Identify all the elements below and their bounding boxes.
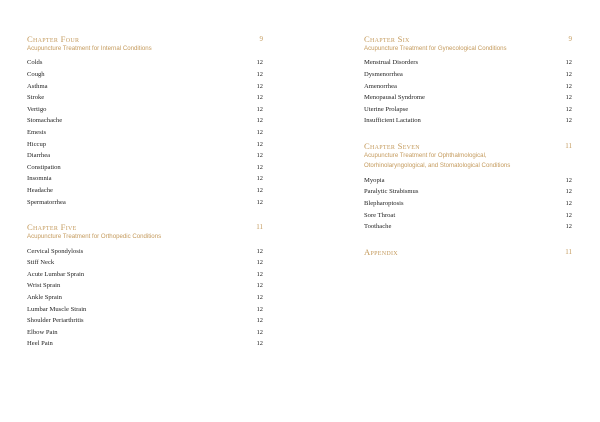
toc-entry-label: Lumbar Muscle Strain: [27, 305, 87, 313]
toc-entry-page: 12: [256, 71, 263, 78]
toc-entry-page: 12: [256, 340, 263, 348]
toc-entry-page: 12: [256, 259, 263, 267]
toc-entry[interactable]: [27, 92, 263, 104]
toc-entry-page: 12: [256, 305, 263, 313]
toc-entry-page: 12: [256, 94, 263, 102]
toc-entry[interactable]: [27, 173, 263, 185]
toc-entry-page: 12: [256, 82, 263, 90]
toc-entry-page: 12: [256, 293, 263, 301]
toc-entry[interactable]: [364, 69, 572, 81]
chapter-subtitle: Acupuncture Treatment for Gynecological Conditions: [364, 45, 507, 52]
toc-entry[interactable]: [27, 162, 263, 174]
toc-entry-label: Headache: [27, 186, 53, 194]
toc-entry-page: 12: [565, 188, 572, 196]
toc-entry-label: Shoulder Periarthritis: [27, 317, 84, 325]
toc-entry-label: Ankle Sprain: [27, 293, 62, 301]
toc-entry-label: Stiff Neck: [27, 259, 55, 267]
toc-column-left: [27, 34, 263, 364]
toc-entry[interactable]: [27, 197, 263, 209]
toc-entry-page: 12: [256, 328, 263, 336]
toc-entry-label: Hiccup: [27, 140, 47, 148]
chapter-subtitle: Acupuncture Treatment for Ophthalmological, Otorhinolaryngological, and Stomatological Conditions: [364, 151, 511, 170]
toc-entry-page: 12: [256, 270, 263, 278]
toc-entry-page: 12: [256, 186, 263, 194]
toc-entry[interactable]: [27, 139, 263, 151]
toc-entry-page: 12: [565, 105, 572, 113]
toc-entry[interactable]: [364, 186, 572, 198]
toc-entry[interactable]: [364, 210, 572, 222]
toc-chapter: [364, 34, 572, 127]
toc-entry-page: 12: [565, 71, 572, 78]
toc-entry-label: Heel Pain: [27, 340, 53, 348]
toc-entry-page: 12: [565, 176, 572, 184]
toc-entry[interactable]: [27, 115, 263, 127]
toc-entry[interactable]: [27, 304, 263, 316]
toc-entry-label: Amenorrhea: [364, 82, 397, 90]
toc-entry[interactable]: [27, 69, 263, 81]
toc-entry-list: [364, 57, 572, 127]
toc-entry-page: 12: [256, 247, 263, 255]
toc-entry-page: 12: [565, 199, 572, 207]
toc-entry-label: Menstrual Disorders: [364, 59, 419, 67]
toc-entry[interactable]: [364, 175, 572, 187]
toc-entry-page: 12: [256, 163, 263, 171]
toc-entry-page: 12: [256, 198, 263, 206]
toc-entry-page: 12: [256, 128, 263, 136]
toc-entry-label: Stomachache: [27, 117, 63, 125]
toc-entry-label: Insomnia: [27, 175, 52, 183]
toc-entry-page: 12: [256, 140, 263, 148]
toc-entry-label: Spermatorrhea: [27, 198, 66, 206]
toc-chapter: [364, 141, 572, 233]
chapter-page-number: 11: [256, 223, 263, 232]
toc-chapter: [27, 34, 263, 208]
toc-entry[interactable]: [27, 104, 263, 116]
toc-entry[interactable]: [27, 246, 263, 258]
chapter-page-number: 11: [565, 247, 572, 256]
toc-entry-label: Menopausal Syndrome: [364, 94, 425, 102]
toc-entry-page: 12: [256, 152, 263, 160]
toc-entry-page: 12: [256, 317, 263, 325]
chapter-title: Chapter Six: [364, 34, 410, 44]
toc-entry[interactable]: [364, 92, 572, 104]
toc-entry-page: 12: [565, 211, 572, 219]
chapter-heading[interactable]: [364, 247, 572, 257]
toc-entry-page: 12: [256, 105, 263, 113]
toc-entry-label: Toothache: [364, 223, 392, 231]
toc-entry-page: 12: [565, 117, 572, 125]
toc-entry-label: Uterine Prolapse: [364, 105, 409, 113]
chapter-title: Chapter Five: [27, 222, 77, 233]
toc-entry-label: Colds: [27, 59, 43, 67]
toc-entry-label: Stroke: [27, 94, 45, 102]
toc-entry-list: [27, 246, 263, 350]
toc-entry[interactable]: [364, 81, 572, 93]
toc-entry[interactable]: [27, 185, 263, 197]
toc-entry-label: Wrist Sprain: [27, 282, 61, 290]
toc-entry-page: 12: [565, 223, 572, 231]
chapter-heading[interactable]: [364, 141, 572, 151]
toc-entry[interactable]: [27, 57, 263, 69]
toc-entry-page: 12: [565, 59, 572, 67]
toc-entry-label: Constipation: [27, 163, 61, 171]
toc-entry[interactable]: [27, 280, 263, 292]
toc-entry-page: 12: [565, 94, 572, 102]
toc-column-right: [364, 34, 572, 271]
toc-chapter: [364, 247, 572, 257]
toc-entry-label: Sore Throat: [364, 211, 396, 219]
toc-entry[interactable]: [364, 221, 572, 233]
chapter-page-number: 9: [568, 35, 572, 43]
toc-chapter: [27, 222, 263, 350]
toc-entry-list: [364, 175, 572, 233]
toc-entry[interactable]: [364, 198, 572, 210]
toc-entry-page: 12: [256, 59, 263, 67]
toc-entry-label: Asthma: [27, 82, 48, 90]
toc-entry[interactable]: [364, 115, 572, 127]
toc-entry[interactable]: [27, 150, 263, 162]
toc-entry-page: 12: [256, 175, 263, 183]
chapter-page-number: 9: [259, 35, 263, 43]
toc-entry[interactable]: [364, 104, 572, 116]
toc-entry[interactable]: [364, 57, 572, 69]
chapter-heading[interactable]: [364, 34, 572, 44]
toc-entry-page: 12: [565, 82, 572, 90]
chapter-title: Chapter Four: [27, 34, 80, 44]
chapter-title: Chapter Seven: [364, 140, 420, 151]
toc-entry-label: Vertigo: [27, 105, 47, 113]
toc-entry-label: Emesis: [27, 128, 47, 136]
toc-entry-list: [27, 57, 263, 208]
toc-entry[interactable]: [27, 327, 263, 339]
toc-entry-label: Dysmenorrhea: [364, 71, 403, 78]
chapter-subtitle: Acupuncture Treatment for Internal Conditions: [27, 45, 152, 52]
toc-entry-label: Paralytic Strabismus: [364, 188, 419, 196]
toc-entry-label: Diarrhea: [27, 152, 51, 160]
toc-entry-page: 12: [256, 282, 263, 290]
chapter-heading[interactable]: [27, 34, 263, 44]
toc-entry-label: Blepharoptosis: [364, 199, 404, 207]
toc-entry[interactable]: [27, 292, 263, 304]
toc-entry[interactable]: [27, 127, 263, 139]
toc-entry-label: Insufficient Lactation: [364, 117, 421, 125]
toc-entry-page: 12: [256, 117, 263, 125]
chapter-page-number: 11: [565, 141, 572, 150]
toc-entry[interactable]: [27, 315, 263, 327]
toc-entry-label: Cough: [27, 71, 45, 78]
toc-entry[interactable]: [27, 81, 263, 93]
chapter-subtitle: Acupuncture Treatment for Orthopedic Conditions: [27, 233, 162, 241]
toc-entry-label: Elbow Pain: [27, 328, 58, 336]
chapter-title: Appendix: [364, 246, 398, 257]
toc-entry[interactable]: [27, 257, 263, 269]
toc-entry-label: Acute Lumbar Sprain: [27, 270, 85, 278]
toc-entry-label: Cervical Spondylosis: [27, 247, 84, 255]
toc-entry[interactable]: [27, 269, 263, 281]
toc-entry[interactable]: [27, 338, 263, 350]
toc-entry-label: Myopia: [364, 176, 385, 184]
chapter-heading[interactable]: [27, 222, 263, 232]
